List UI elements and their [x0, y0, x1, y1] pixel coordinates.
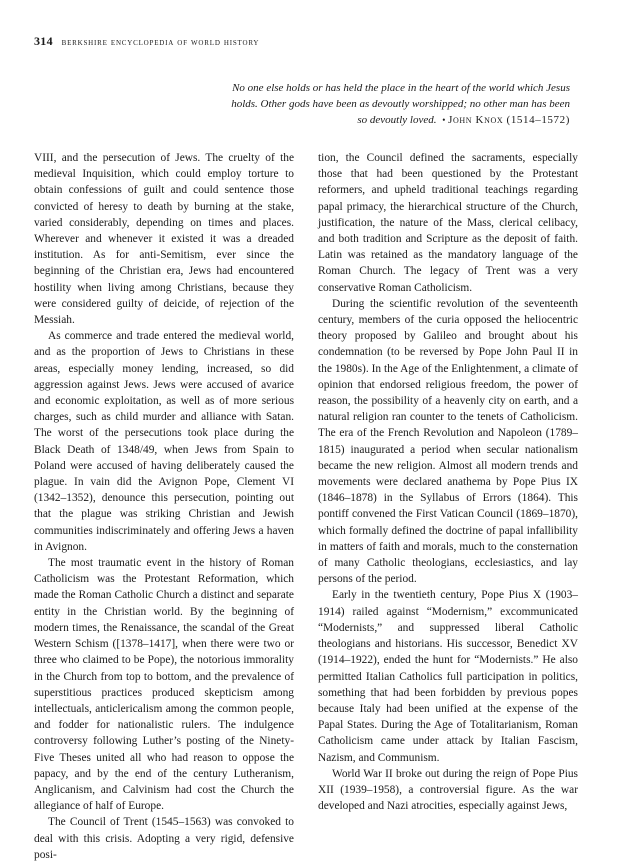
paragraph: The most traumatic event in the history of Roman Catholicism was the Protestant Reformation, which made the Roman Catholic Church a distinct and separate entity in the Christian world. By the beginning of modern times, the Renaissance, the scandal of the Great Western Schism ([1378–1417], when there were two or three who claimed to be Pope), the notorious immorality in the Church from top to bottom, and the prevalence of superstitious practices produced skepticism among intellectuals, anticlericalism among the common people, and fodder for nationalistic rulers. The indulgence controversy following Luther’s posting of the Ninety-Five Theses united all who had reason to oppose the papacy, and by the end of the century Lutheranism, Anglicanism, and Calvinism had cost the Church the allegiance of half of Europe. [34, 557, 294, 813]
running-title: berkshire encyclopedia of world history [61, 38, 260, 48]
right-column [318, 150, 578, 814]
paragraph: World War II broke out during the reign of Pope Pius XII (1939–1958), a controversial figure. As the war developed and Nazi atrocities, especially against Jews, [318, 767, 578, 813]
paragraph: As commerce and trade entered the medieval world, and as the proportion of Jews to Christians in these areas, especially money lending, increased, so did aggression against Jews. Jews were accused of avarice and economic exploitation, as well as of more serious charges, such as child murder and alliance with Satan. The worst of the persecutions took place during the Black Death of 1348/49, when Jews from Spain to Poland were accused of having deliberately caused the plague. In vain did the Avignon Pope, Clement VI (1342–1352), denounce this persecution, pointing out that the plague was striking Christian and Jewish communities indiscriminately and offering Jews a haven in Avignon. [34, 330, 294, 553]
paragraph: The Council of Trent (1545–1563) was convoked to deal with this crisis. Adopting a very rigid, defensive posi- [34, 816, 294, 861]
quote-text: No one else holds or has held the place in the heart of the world which Jesus holds. Other gods have been as devoutly worshipped; no other man has been so devoutly loved. [231, 82, 570, 126]
quote-attribution: John Knox (1514–1572) [448, 114, 570, 126]
quote-bullet: • [442, 115, 446, 125]
running-header [34, 34, 594, 49]
paragraph: During the scientific revolution of the seventeenth century, members of the curia opposed the heliocentric theory proposed by Galileo and brought about his condemnation (to be reversed by Pope John Paul II in the 1980s). In the Age of the Enlightenment, a climate of opinion that endorsed religious freedom, the power of reason, the possibility of a heavenly city on earth, and a natural religion ran counter to the tenets of Catholicism. The era of the French Revolution and Napoleon (1789–1815) inaugurated a period when secular nationalism became the new religion. Almost all modern trends and movements were declared anathema by Pope Pius IX (1846–1878) in the Syllabus of Errors (1864). This pontiff convened the First Vatican Council (1869–1870), which formally defined the doctrine of papal infallibility in matters of faith and morals, much to the consternation of many Catholic theologians, ecclesiastics, and lay persons of the period. [318, 297, 578, 586]
paragraph: tion, the Council defined the sacraments, especially those that had been questioned by the Protestant reformers, and upheld traditional teachings regarding papal primacy, the hierarchical structure of the Church, justification, the nature of the Mass, clerical celibacy, and both tradition and Scripture as the deposit of faith. Latin was retained as the mandatory language of the Roman Church. The legacy of Trent was a very conservative Roman Catholicism. [318, 152, 578, 294]
epigraph-quote [230, 80, 570, 128]
paragraph: VIII, and the persecution of Jews. The cruelty of the medieval Inquisition, which could employ torture to obtain confessions of guilt and could sentence those convicted of heresy to death by burning at the stake, varied considerably, depending on times and places. Wherever and whenever it existed it was a dreaded institution. As for anti-Semitism, ever since the beginning of the Christian era, Jews had encountered hostility when living among Christians, because they were considered guilty of deicide, of rejection of the Messiah. [34, 152, 294, 327]
left-column [34, 150, 294, 863]
page-number: 314 [34, 34, 53, 48]
paragraph: Early in the twentieth century, Pope Pius X (1903–1914) railed against “Modernism,” excommunicated “Modernists,” and suppressed liberal Catholic theologians and historians. His successor, Benedict XV (1914–1922), ended the hunt for “Modernists.” He also permitted Italian Catholics full participation in politics, something that had been forbidden by previous popes because Italy had been unified at the expense of the Papal States. During the Age of Totalitarianism, Roman Catholicism came under attack by Italian Fascism, Nazism, and Communism. [318, 589, 578, 764]
